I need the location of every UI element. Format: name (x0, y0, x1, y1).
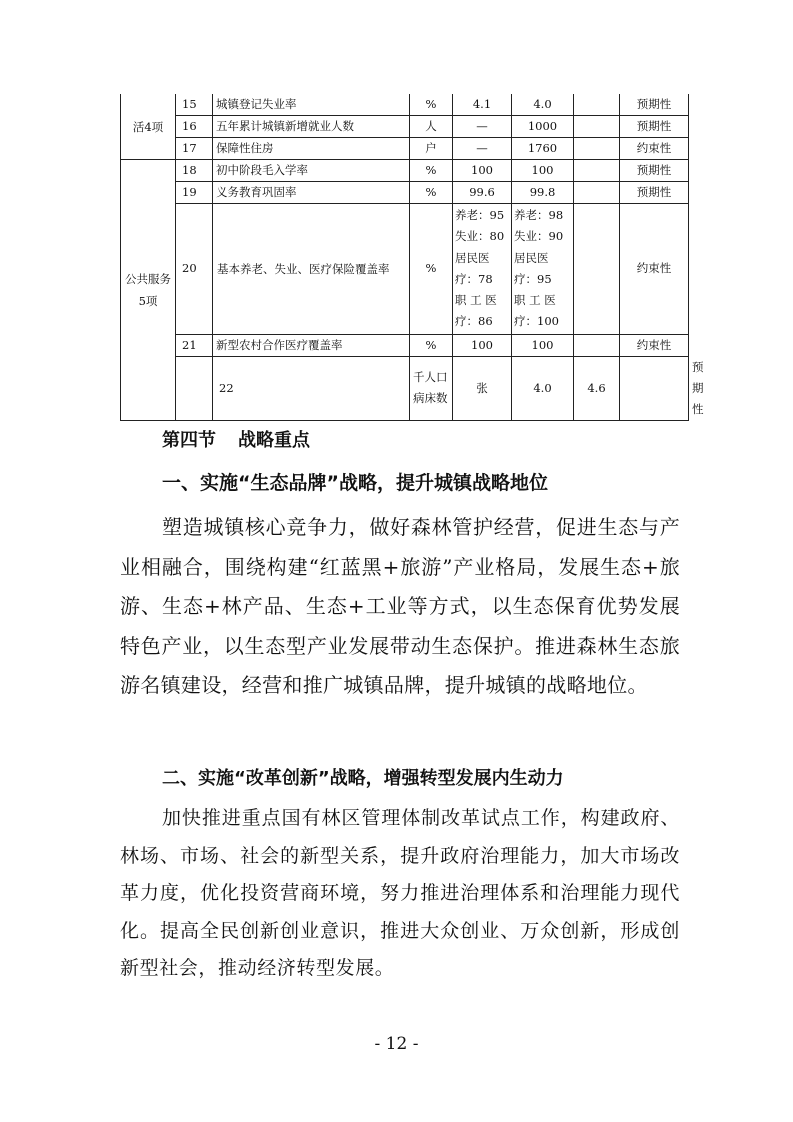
value-line: 失业：80 (455, 229, 505, 244)
value-base: 100 (453, 334, 512, 356)
value-target: 1760 (512, 138, 574, 160)
row-number: 18 (176, 160, 213, 182)
paragraph-1: 塑造城镇核心竞争力，做好森林管护经营，促进生态与产业相融合，围绕构建“红蓝黑+旅游”产业格局，发展生态+旅游、生态+林产品、生态+工业等方式，以生态保育优势发展特色产业，以生态型产业发展带动生态保护。推进森林生态旅游名镇建设，经营和推广城镇品牌，提升城镇的战略地位。 (120, 515, 680, 697)
blank-cell (574, 182, 620, 204)
value-base: — (453, 116, 512, 138)
paragraph-2: 加快推进重点国有林区管理体制改革试点工作，构建政府、林场、市场、社会的新型关系，提升政府治理能力，加大市场改革力度，优化投资营商环境，努力推进治理体系和治理能力现代化。提高全民创新创业意识，推进大众创业、万众创新，形成创新型社会，推动经济转型发展。 (120, 807, 680, 979)
heading-1: 一、实施“生态品牌”战略，提升城镇战略地位 (162, 472, 548, 494)
unit-cell: % (410, 94, 453, 116)
table-row: 22 千人口病床数 张 4.0 4.6 预期性 (121, 356, 689, 420)
value-base: — (453, 138, 512, 160)
value-target: 99.8 (512, 182, 574, 204)
value-target: 100 (512, 334, 574, 356)
indicator-name: 新型农村合作医疗覆盖率 (213, 334, 410, 356)
indicator-name: 保障性住房 (213, 138, 410, 160)
blank-cell (574, 94, 620, 116)
unit-cell: % (410, 334, 453, 356)
value-target: 4.0 (512, 94, 574, 116)
indicator-type: 预期性 (620, 182, 689, 204)
value-line: 养老：98 (514, 208, 564, 222)
value-line: 居民医 (455, 250, 490, 265)
indicator-table (120, 94, 704, 421)
heading-2: 二、实施“改革创新”战略，增强转型发展内生动力 (162, 768, 564, 789)
row-number: 22 (213, 356, 410, 420)
table-row (121, 334, 689, 356)
value-target: 100 (512, 160, 574, 182)
row-number: 17 (176, 138, 213, 160)
value-line: 失业：90 (514, 229, 564, 244)
value-line: 养老：95 (455, 208, 505, 222)
row-number: 19 (176, 182, 213, 204)
indicator-type: 预期性 (620, 116, 689, 138)
value-line: 职 工 医 (455, 293, 497, 308)
table-row (121, 160, 689, 182)
value-base (453, 204, 512, 335)
indicator-name: 义务教育巩固率 (213, 182, 410, 204)
value-target: 1000 (512, 116, 574, 138)
row-number: 20 (176, 204, 213, 335)
category-cell: 活4项 (121, 94, 176, 160)
value-target (512, 204, 574, 335)
indicator-type: 约束性 (620, 138, 689, 160)
indicator-name: 五年累计城镇新增就业人数 (213, 116, 410, 138)
table-row (121, 204, 689, 335)
category-cell (176, 356, 213, 420)
indicator-name: 城镇登记失业率 (213, 94, 410, 116)
value-line: 疗：95 (514, 271, 552, 286)
section-name: 战略重点 (238, 430, 310, 451)
section-label: 第四节 (162, 430, 216, 451)
value-base: 99.6 (453, 182, 512, 204)
row-number: 15 (176, 94, 213, 116)
blank-cell (620, 356, 689, 420)
blank-cell (574, 116, 620, 138)
unit-cell: % (410, 182, 453, 204)
indicator-name: 基本养老、失业、医疗保险覆盖率 (213, 204, 410, 335)
blank-cell (574, 138, 620, 160)
unit-cell: 户 (410, 138, 453, 160)
blank-cell (574, 204, 620, 335)
unit-cell: % (410, 204, 453, 335)
section-title (162, 426, 310, 452)
table-row (121, 116, 689, 138)
value-line: 居民医 (514, 250, 549, 265)
category-cell: 公共服务5项 (121, 160, 176, 421)
indicator-name: 千人口病床数 (410, 356, 453, 420)
blank-cell (574, 334, 620, 356)
row-number: 16 (176, 116, 213, 138)
page-number: - 12 - (374, 1034, 419, 1054)
table-row (121, 182, 689, 204)
unit-cell: 张 (453, 356, 512, 420)
unit-cell: % (410, 160, 453, 182)
table-row (121, 138, 689, 160)
value-base: 4.1 (453, 94, 512, 116)
table-row (121, 94, 689, 116)
value-line: 疗：78 (455, 271, 493, 286)
value-line: 疗：100 (514, 314, 559, 329)
indicator-type: 约束性 (620, 334, 689, 356)
value-target: 4.6 (574, 356, 620, 420)
indicator-name: 初中阶段毛入学率 (213, 160, 410, 182)
indicator-type: 约束性 (620, 204, 689, 335)
unit-cell: 人 (410, 116, 453, 138)
blank-cell (574, 160, 620, 182)
value-line: 疗：86 (455, 314, 493, 329)
value-base: 4.0 (512, 356, 574, 420)
indicator-type: 预期性 (620, 160, 689, 182)
row-number: 21 (176, 334, 213, 356)
indicator-type: 预期性 (620, 94, 689, 116)
value-base: 100 (453, 160, 512, 182)
value-line: 职 工 医 (514, 293, 556, 308)
